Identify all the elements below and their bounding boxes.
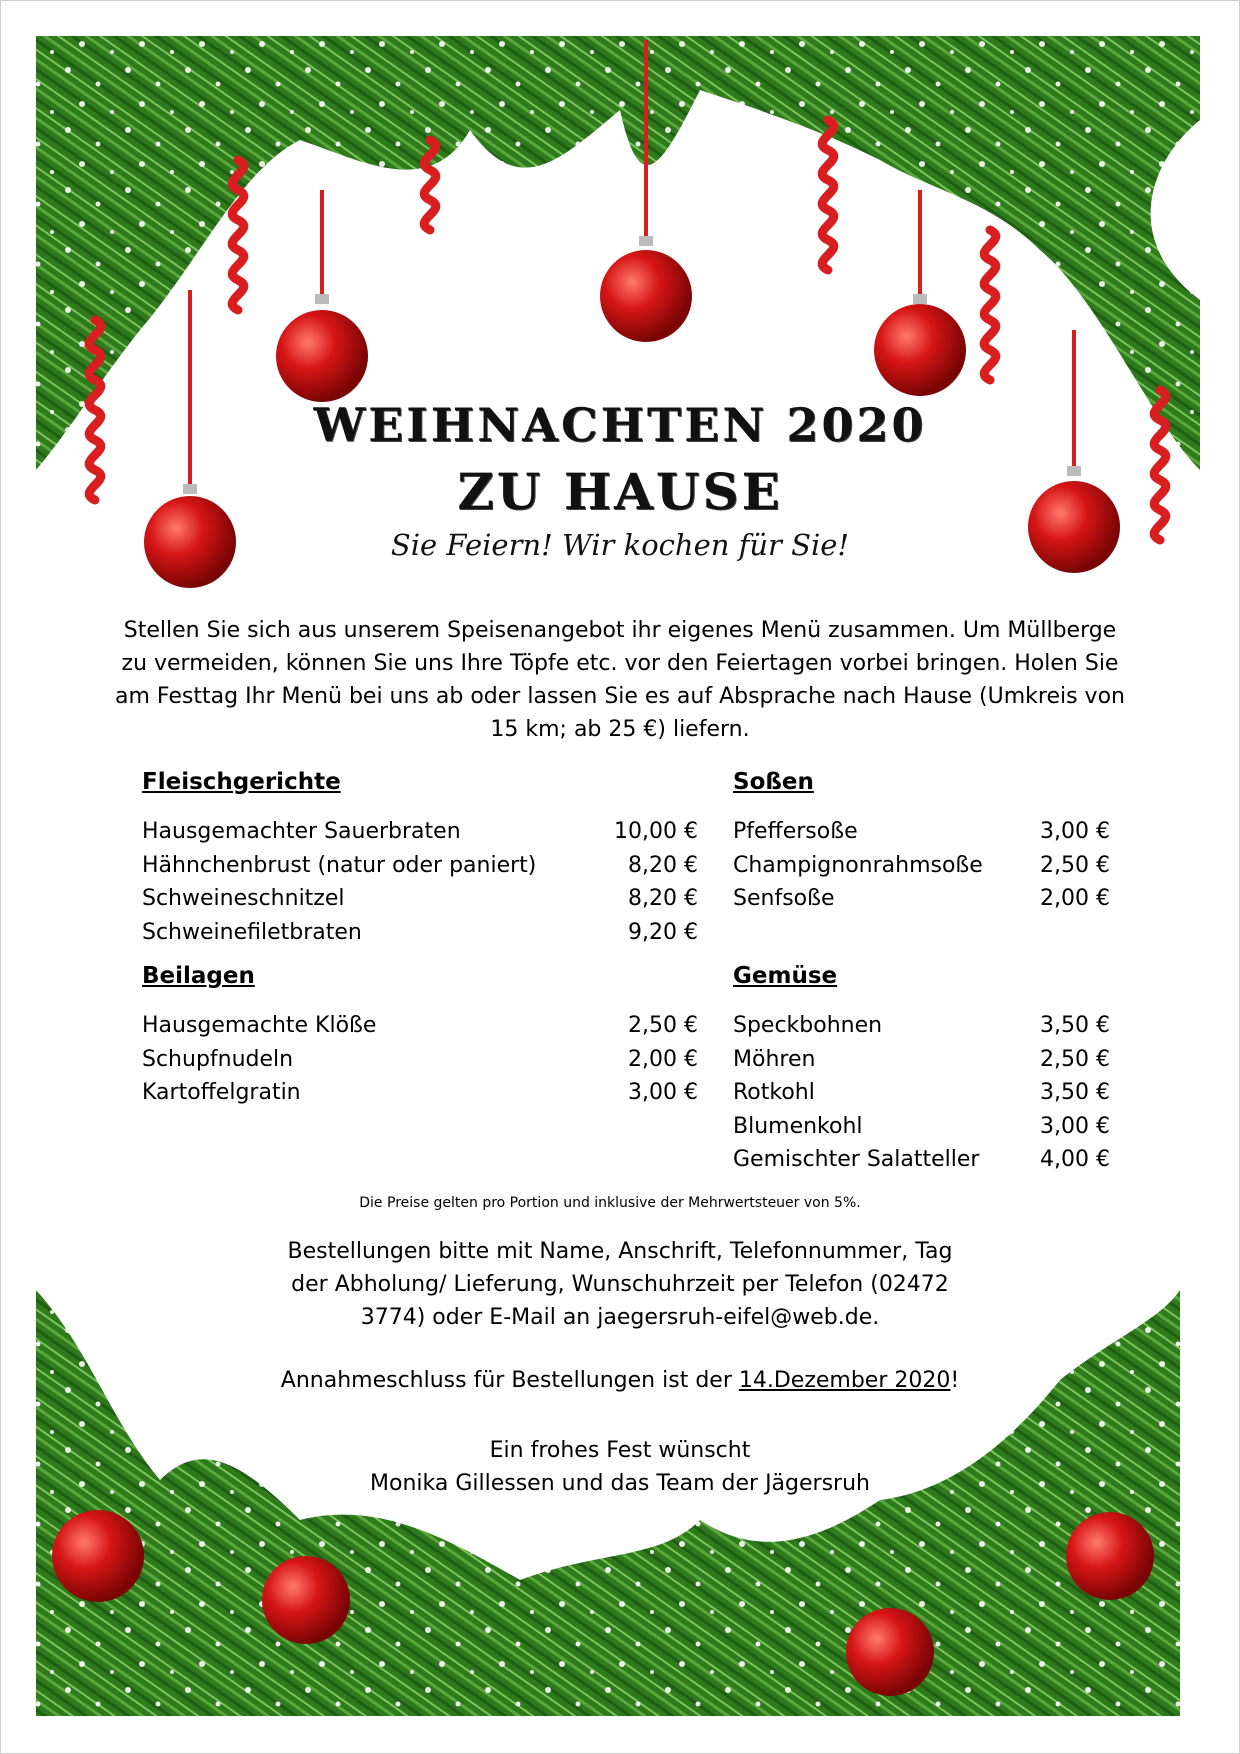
menu-item bbox=[733, 849, 1110, 883]
menu-item bbox=[142, 849, 698, 883]
title-line-1: WEIHNACHTEN 2020 bbox=[313, 398, 927, 452]
menu-item bbox=[733, 1076, 1110, 1110]
deadline-prefix: Annahmeschluss für Bestellungen ist der bbox=[280, 1368, 739, 1393]
intro-text: Stellen Sie sich aus unserem Speisenangebot ihr eigenes Menü zusammen. Um Müllberge zu vermeiden, können Sie uns Ihre Töpfe etc. vor den Feiertagen vorbei bringen. Holen Sie am Festtag Ihr Menü bei uns ab oder lassen Sie es auf Absprache nach Hause (Umkreis von 15 km; ab 25 €) liefern. bbox=[115, 618, 1125, 742]
menu-item-price: 3,50 € bbox=[1040, 1080, 1110, 1105]
menu-item bbox=[733, 1143, 1110, 1177]
menu-item bbox=[142, 1076, 698, 1110]
menu-item-name: Blumenkohl bbox=[733, 1113, 863, 1139]
menu-item bbox=[733, 1110, 1110, 1144]
menu-list bbox=[733, 815, 1110, 916]
ornament-ball bbox=[874, 294, 966, 396]
deadline bbox=[0, 1368, 1240, 1393]
menu-list bbox=[733, 1009, 1110, 1177]
menu-item-name: Champignonrahmsoße bbox=[733, 852, 983, 878]
menu-item-name: Pfeffersoße bbox=[733, 819, 858, 844]
menu-item bbox=[733, 1009, 1110, 1043]
menu-item bbox=[142, 815, 698, 849]
menu-item-name: Speckbohnen bbox=[733, 1013, 883, 1038]
menu-item-price: 3,50 € bbox=[1040, 1013, 1110, 1038]
menu-item-price: 2,00 € bbox=[1040, 886, 1110, 911]
ornament-ball bbox=[276, 294, 368, 402]
menu-item-name: Hausgemachte Klöße bbox=[142, 1013, 377, 1038]
title-line-2: ZU HAUSE bbox=[457, 462, 783, 521]
ornament-ball bbox=[600, 236, 692, 342]
menu-item-name: Möhren bbox=[733, 1046, 816, 1072]
menu-item-name: Schweineschnitzel bbox=[142, 886, 345, 911]
menu-item-price: 2,50 € bbox=[628, 1013, 698, 1038]
section-fleischgerichte bbox=[142, 769, 698, 949]
menu-item-price: 3,00 € bbox=[628, 1080, 698, 1105]
ornament-ball bbox=[52, 1510, 144, 1602]
bottom-fir-branches bbox=[36, 1290, 1180, 1716]
menu-item-name: Hausgemachter Sauerbraten bbox=[142, 819, 461, 844]
greeting bbox=[0, 1434, 1240, 1500]
menu-item-price: 3,00 € bbox=[1040, 819, 1110, 844]
subtitle: Sie Feiern! Wir kochen für Sie! bbox=[390, 528, 850, 562]
menu-item-name: Rotkohl bbox=[733, 1080, 815, 1105]
menu-item bbox=[733, 882, 1110, 916]
menu-item bbox=[733, 815, 1110, 849]
menu-item bbox=[733, 1043, 1110, 1077]
menu-item-name: Senfsoße bbox=[733, 886, 835, 911]
menu-item-price: 2,50 € bbox=[1040, 852, 1110, 878]
greeting-line-1: Ein frohes Fest wünscht bbox=[489, 1438, 751, 1463]
menu-item-price: 8,20 € bbox=[628, 886, 698, 911]
section-heading: Beilagen bbox=[142, 963, 255, 989]
greeting-signature: Monika Gillessen und das Team der Jägersruh bbox=[370, 1471, 870, 1496]
deadline-suffix: ! bbox=[950, 1368, 960, 1393]
menu-item-price: 2,50 € bbox=[1040, 1046, 1110, 1072]
price-note: Die Preise gelten pro Portion und inklusive der Mehrwertsteuer von 5%. bbox=[359, 1195, 861, 1211]
menu-item-price: 8,20 € bbox=[628, 852, 698, 878]
menu-item-name: Gemischter Salatteller bbox=[733, 1147, 980, 1172]
section-beilagen bbox=[142, 963, 698, 1110]
section-sossen bbox=[733, 769, 1110, 916]
menu-item-price: 9,20 € bbox=[628, 919, 698, 945]
menu-item-price: 2,00 € bbox=[628, 1046, 698, 1072]
menu-item-name: Hähnchenbrust (natur oder paniert) bbox=[142, 852, 537, 878]
menu-item bbox=[142, 882, 698, 916]
menu-item-price: 4,00 € bbox=[1040, 1147, 1110, 1172]
menu-item bbox=[142, 1043, 698, 1077]
menu-item-price: 10,00 € bbox=[614, 819, 698, 844]
menu-item bbox=[142, 1009, 698, 1043]
ornament-ball bbox=[1066, 1512, 1154, 1600]
menu-item-name: Schupfnudeln bbox=[142, 1046, 294, 1072]
menu-item-name: Kartoffelgratin bbox=[142, 1080, 301, 1105]
menu-item-price: 3,00 € bbox=[1040, 1113, 1110, 1139]
menu-item-name: Schweinefiletbraten bbox=[142, 919, 362, 945]
section-heading: Soßen bbox=[733, 769, 814, 795]
ornament-ball bbox=[262, 1556, 350, 1644]
deadline-date: 14.Dezember 2020 bbox=[738, 1368, 951, 1393]
ornament-ball bbox=[846, 1608, 934, 1696]
menu-item bbox=[142, 916, 698, 950]
menu-list bbox=[142, 1009, 698, 1110]
section-heading: Fleischgerichte bbox=[142, 769, 341, 795]
section-gemuese bbox=[733, 963, 1110, 1177]
order-info: Bestellungen bitte mit Name, Anschrift, Telefonnummer, Tag der Abholung/ Lieferung, Wunschuhrzeit per Telefon (02472 3774) oder E-Mail an jaegersruh-eifel@web.de. bbox=[287, 1239, 953, 1330]
menu-list bbox=[142, 815, 698, 949]
section-heading: Gemüse bbox=[733, 963, 838, 989]
